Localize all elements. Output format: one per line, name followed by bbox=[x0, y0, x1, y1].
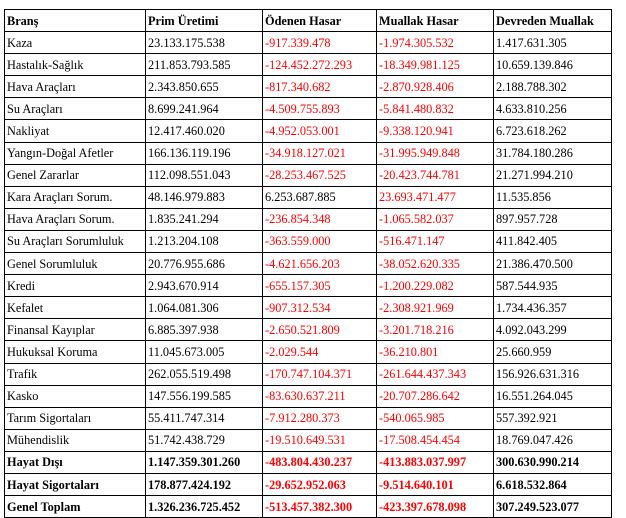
cell-muallak: -3.201.718.216 bbox=[377, 319, 494, 341]
cell-devreden: 11.535.856 bbox=[494, 186, 612, 208]
table-row bbox=[5, 473, 612, 495]
cell-odenen: -513.457.382.300 bbox=[263, 496, 377, 518]
cell-branch: Genel Sorumluluk bbox=[5, 253, 146, 275]
cell-branch: Kefalet bbox=[5, 297, 146, 319]
cell-muallak: -2.308.921.969 bbox=[377, 297, 494, 319]
header-row bbox=[5, 10, 612, 32]
cell-prim: 1.835.241.294 bbox=[146, 208, 263, 230]
cell-odenen: -19.510.649.531 bbox=[263, 429, 377, 451]
cell-prim: 20.776.955.686 bbox=[146, 253, 263, 275]
table-container bbox=[4, 9, 612, 518]
cell-muallak: -423.397.678.098 bbox=[377, 496, 494, 518]
cell-muallak: -1.065.582.037 bbox=[377, 208, 494, 230]
cell-prim: 11.045.673.005 bbox=[146, 341, 263, 363]
table-row bbox=[5, 32, 612, 54]
cell-muallak: -20.707.286.642 bbox=[377, 385, 494, 407]
cell-branch: Genel Zararlar bbox=[5, 164, 146, 186]
cell-prim: 12.417.460.020 bbox=[146, 120, 263, 142]
cell-odenen: -917.339.478 bbox=[263, 32, 377, 54]
cell-muallak: -540.065.985 bbox=[377, 407, 494, 429]
cell-branch: Hukuksal Koruma bbox=[5, 341, 146, 363]
cell-odenen: -83.630.637.211 bbox=[263, 385, 377, 407]
cell-odenen: -483.804.430.237 bbox=[263, 451, 377, 473]
cell-muallak: -261.644.437.343 bbox=[377, 363, 494, 385]
cell-odenen: -34.918.127.021 bbox=[263, 142, 377, 164]
cell-muallak: -17.508.454.454 bbox=[377, 429, 494, 451]
cell-devreden: 4.092.043.299 bbox=[494, 319, 612, 341]
cell-muallak: -38.052.620.335 bbox=[377, 253, 494, 275]
cell-odenen: -907.312.534 bbox=[263, 297, 377, 319]
cell-branch: Genel Toplam bbox=[5, 496, 146, 518]
cell-muallak: 23.693.471.477 bbox=[377, 186, 494, 208]
cell-muallak: -31.995.949.848 bbox=[377, 142, 494, 164]
cell-prim: 178.877.424.192 bbox=[146, 473, 263, 495]
cell-prim: 262.055.519.498 bbox=[146, 363, 263, 385]
cell-odenen: -29.652.952.063 bbox=[263, 473, 377, 495]
cell-muallak: -18.349.981.125 bbox=[377, 54, 494, 76]
cell-branch: Kredi bbox=[5, 275, 146, 297]
header-devreden: Devreden Muallak bbox=[494, 10, 612, 32]
cell-branch: Hayat Sigortaları bbox=[5, 473, 146, 495]
table-row bbox=[5, 385, 612, 407]
cell-devreden: 1.417.631.305 bbox=[494, 32, 612, 54]
cell-branch: Kasko bbox=[5, 385, 146, 407]
cell-prim: 112.098.551.043 bbox=[146, 164, 263, 186]
cell-odenen: -7.912.280.373 bbox=[263, 407, 377, 429]
cell-devreden: 897.957.728 bbox=[494, 208, 612, 230]
insurance-branch-table bbox=[4, 9, 612, 518]
header-odenen: Ödenen Hasar bbox=[263, 10, 377, 32]
cell-branch: Trafik bbox=[5, 363, 146, 385]
cell-devreden: 16.551.264.045 bbox=[494, 385, 612, 407]
cell-devreden: 587.544.935 bbox=[494, 275, 612, 297]
cell-branch: Hastalık-Sağlık bbox=[5, 54, 146, 76]
table-row bbox=[5, 429, 612, 451]
cell-devreden: 21.271.994.210 bbox=[494, 164, 612, 186]
cell-odenen: 6.253.687.885 bbox=[263, 186, 377, 208]
cell-prim: 23.133.175.538 bbox=[146, 32, 263, 54]
cell-devreden: 10.659.139.846 bbox=[494, 54, 612, 76]
cell-devreden: 6.723.618.262 bbox=[494, 120, 612, 142]
cell-muallak: -413.883.037.997 bbox=[377, 451, 494, 473]
cell-muallak: -20.423.744.781 bbox=[377, 164, 494, 186]
cell-devreden: 18.769.047.426 bbox=[494, 429, 612, 451]
cell-prim: 1.064.081.306 bbox=[146, 297, 263, 319]
cell-muallak: -5.841.480.832 bbox=[377, 98, 494, 120]
cell-odenen: -124.452.272.293 bbox=[263, 54, 377, 76]
cell-devreden: 2.188.788.302 bbox=[494, 76, 612, 98]
header-branch: Branş bbox=[5, 10, 146, 32]
cell-muallak: -1.974.305.532 bbox=[377, 32, 494, 54]
table-row bbox=[5, 208, 612, 230]
cell-prim: 2.343.850.655 bbox=[146, 76, 263, 98]
table-row bbox=[5, 319, 612, 341]
cell-devreden: 25.660.959 bbox=[494, 341, 612, 363]
table-row bbox=[5, 407, 612, 429]
table-row bbox=[5, 120, 612, 142]
cell-devreden: 6.618.532.864 bbox=[494, 473, 612, 495]
cell-odenen: -4.952.053.001 bbox=[263, 120, 377, 142]
cell-branch: Yangın-Doğal Afetler bbox=[5, 142, 146, 164]
cell-muallak: -9.338.120.941 bbox=[377, 120, 494, 142]
table-row bbox=[5, 54, 612, 76]
cell-muallak: -1.200.229.082 bbox=[377, 275, 494, 297]
cell-prim: 55.411.747.314 bbox=[146, 407, 263, 429]
cell-branch: Tarım Sigortaları bbox=[5, 407, 146, 429]
cell-branch: Kara Araçları Sorum. bbox=[5, 186, 146, 208]
table-row bbox=[5, 297, 612, 319]
cell-odenen: -236.854.348 bbox=[263, 208, 377, 230]
cell-odenen: -817.340.682 bbox=[263, 76, 377, 98]
table-row bbox=[5, 341, 612, 363]
cell-devreden: 307.249.523.077 bbox=[494, 496, 612, 518]
cell-odenen: -363.559.000 bbox=[263, 230, 377, 252]
cell-prim: 1.326.236.725.452 bbox=[146, 496, 263, 518]
header-muallak: Muallak Hasar bbox=[377, 10, 494, 32]
table-row bbox=[5, 230, 612, 252]
cell-odenen: -170.747.104.371 bbox=[263, 363, 377, 385]
cell-prim: 51.742.438.729 bbox=[146, 429, 263, 451]
cell-odenen: -4.621.656.203 bbox=[263, 253, 377, 275]
cell-branch: Hayat Dışı bbox=[5, 451, 146, 473]
cell-prim: 1.147.359.301.260 bbox=[146, 451, 263, 473]
header-prim: Prim Üretimi bbox=[146, 10, 263, 32]
cell-branch: Kaza bbox=[5, 32, 146, 54]
cell-devreden: 411.842.405 bbox=[494, 230, 612, 252]
cell-devreden: 4.633.810.256 bbox=[494, 98, 612, 120]
table-body bbox=[5, 32, 612, 518]
cell-odenen: -28.253.467.525 bbox=[263, 164, 377, 186]
cell-prim: 6.885.397.938 bbox=[146, 319, 263, 341]
cell-muallak: -516.471.147 bbox=[377, 230, 494, 252]
cell-prim: 211.853.793.585 bbox=[146, 54, 263, 76]
table-row bbox=[5, 253, 612, 275]
cell-muallak: -36.210.801 bbox=[377, 341, 494, 363]
cell-odenen: -2.029.544 bbox=[263, 341, 377, 363]
table-row bbox=[5, 275, 612, 297]
cell-branch: Su Araçları Sorumluluk bbox=[5, 230, 146, 252]
cell-odenen: -2.650.521.809 bbox=[263, 319, 377, 341]
cell-muallak: -9.514.640.101 bbox=[377, 473, 494, 495]
cell-prim: 147.556.199.585 bbox=[146, 385, 263, 407]
table-row bbox=[5, 186, 612, 208]
cell-branch: Finansal Kayıplar bbox=[5, 319, 146, 341]
cell-branch: Hava Araçları Sorum. bbox=[5, 208, 146, 230]
table-row bbox=[5, 98, 612, 120]
table-row bbox=[5, 363, 612, 385]
cell-devreden: 31.784.180.286 bbox=[494, 142, 612, 164]
cell-prim: 8.699.241.964 bbox=[146, 98, 263, 120]
cell-devreden: 156.926.631.316 bbox=[494, 363, 612, 385]
cell-branch: Hava Araçları bbox=[5, 76, 146, 98]
cell-prim: 166.136.119.196 bbox=[146, 142, 263, 164]
table-row bbox=[5, 142, 612, 164]
cell-devreden: 1.734.436.357 bbox=[494, 297, 612, 319]
cell-devreden: 300.630.990.214 bbox=[494, 451, 612, 473]
cell-branch: Su Araçları bbox=[5, 98, 146, 120]
cell-muallak: -2.870.928.406 bbox=[377, 76, 494, 98]
cell-devreden: 21.386.470.500 bbox=[494, 253, 612, 275]
table-row bbox=[5, 496, 612, 518]
cell-branch: Mühendislik bbox=[5, 429, 146, 451]
table-row bbox=[5, 164, 612, 186]
table-row bbox=[5, 76, 612, 98]
table-row bbox=[5, 451, 612, 473]
cell-prim: 48.146.979.883 bbox=[146, 186, 263, 208]
cell-branch: Nakliyat bbox=[5, 120, 146, 142]
cell-odenen: -655.157.305 bbox=[263, 275, 377, 297]
cell-odenen: -4.509.755.893 bbox=[263, 98, 377, 120]
cell-devreden: 557.392.921 bbox=[494, 407, 612, 429]
cell-prim: 1.213.204.108 bbox=[146, 230, 263, 252]
cell-prim: 2.943.670.914 bbox=[146, 275, 263, 297]
